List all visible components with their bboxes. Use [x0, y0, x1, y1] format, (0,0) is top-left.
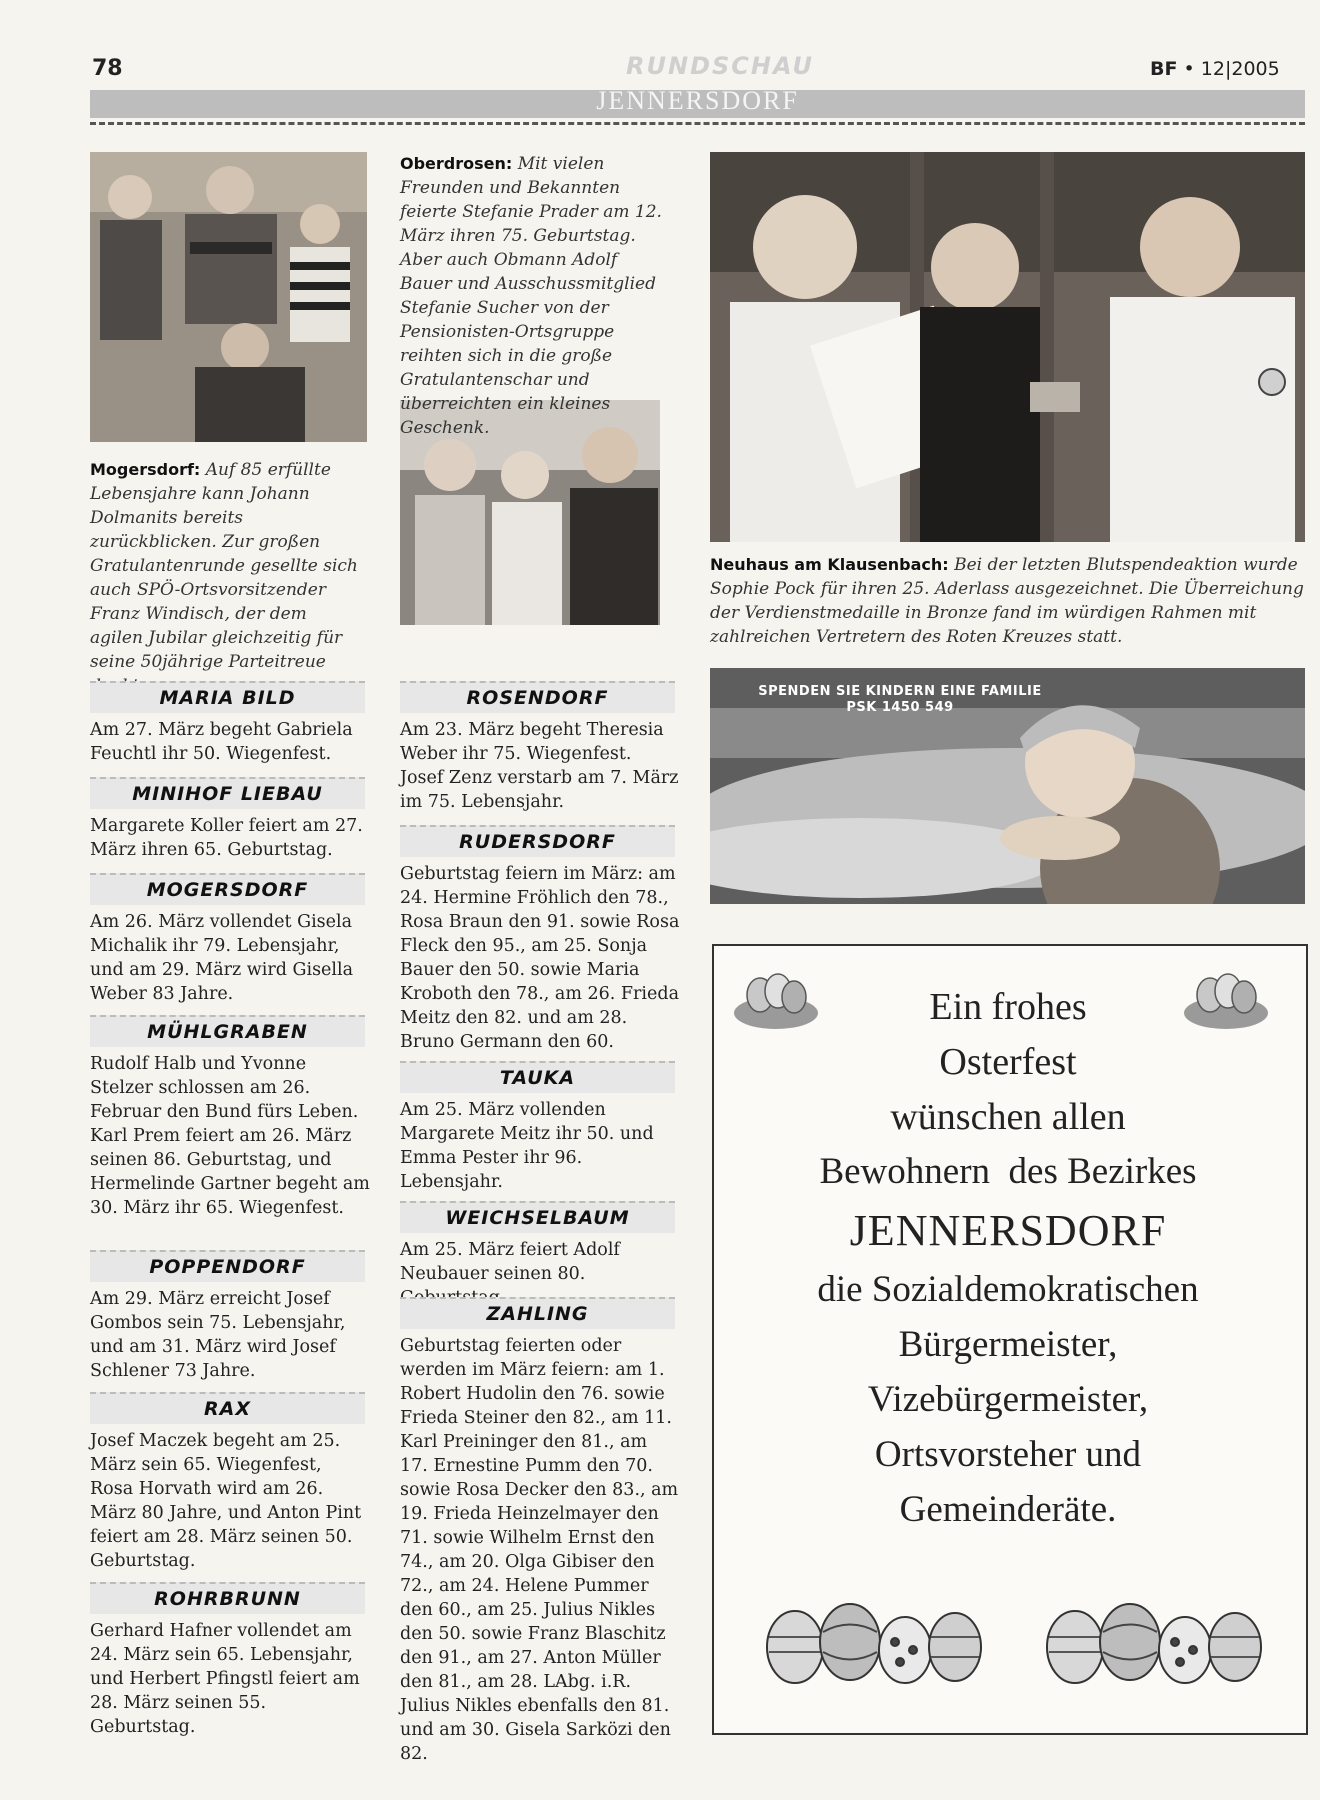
easter-line-5: JENNERSDORF [849, 1206, 1167, 1255]
section-head-mogersdorf: MOGERSDORF [90, 873, 365, 905]
easter-line-6: die Sozialdemokratischen [817, 1269, 1199, 1310]
easter-eggs-row-icon [755, 1592, 1265, 1692]
section-head-rosendorf: ROSENDORF [400, 681, 675, 713]
banner-text [710, 684, 1090, 716]
photo-neuhaus [710, 152, 1305, 542]
caption-mogersdorf-place: Mogersdorf: [90, 460, 201, 479]
issue-bullet: • [1183, 58, 1195, 80]
section-text-maria-bild: Am 27. März begeht Gabriela Feuchtl ihr 50. Wiegenfest. [90, 720, 353, 764]
page-number: 78 [92, 56, 123, 81]
caption-neuhaus-place: Neuhaus am Klausenbach: [710, 555, 949, 574]
masthead: RUNDSCHAU [626, 52, 814, 80]
caption-neuhaus-text: Bei der letzten Blutspendeaktion wurde Sophie Pock für ihren 25. Aderlass ausgezeichnet. Die Überreichung der Verdienstmedaille in Bronze fand im würdigen Rahmen mit zahlreichen Vertretern des Roten Kreuzes statt. [710, 555, 1304, 647]
section-text-rohrbrunn: Gerhard Hafner vollendet am 24. März sein 65. Lebensjahr, und Herbert Pfingstl feiert am 28. März seinen 55. Geburtstag. [90, 1621, 360, 1737]
caption-oberdrosen-place: Oberdrosen: [400, 154, 513, 173]
easter-line-4: Bewohnern des Bezirkes [819, 1151, 1197, 1192]
easter-line-10: Gemeinderäte. [899, 1489, 1117, 1530]
issue-prefix: BF [1150, 58, 1178, 80]
section-head-tauka: TAUKA [400, 1061, 675, 1093]
easter-line-7: Bürgermeister, [898, 1324, 1118, 1365]
photo-mogersdorf [90, 152, 367, 442]
section-head-poppendorf: POPPENDORF [90, 1250, 365, 1282]
photo-mogersdorf-image [90, 152, 367, 442]
section-text-minihof-liebau: Margarete Koller feiert am 27. März ihren 65. Geburtstag. [90, 816, 363, 860]
section-head-minihof-liebau: MINIHOF LIEBAU [90, 777, 365, 809]
section-text-rudersdorf: Geburtstag feiern im März: am 24. Hermine Fröhlich den 78., Rosa Braun den 91. sowie Rosa Fleck den 95., am 25. Sonja Bauer den 50. sowie Maria Kroboth den 78., am 26. Frieda Meitz den 82. und am 28. Bruno Germann den 60. [400, 864, 680, 1052]
easter-line-9: Ortsvorsteher und [874, 1434, 1142, 1475]
section-head-rohrbrunn: ROHRBRUNN [90, 1582, 365, 1614]
issue-info [1150, 58, 1280, 80]
easter-line-8: Vizebürgermeister, [867, 1379, 1149, 1420]
section-head-maria-bild: MARIA BILD [90, 681, 365, 713]
caption-mogersdorf [90, 458, 362, 698]
caption-oberdrosen [400, 152, 668, 440]
banner-line-2: PSK 1450 549 [846, 700, 954, 715]
caption-mogersdorf-text: Auf 85 erfüllte Lebensjahre kann Johann Dolmanits bereits zurückblicken. Zur großen Gratulantenrunde gesellte sich auch SPÖ-Ortsvorsitzender Franz Windisch, der dem agilen Jubilar gleichzeitig für seine 50jährige Parteitreue [90, 460, 358, 672]
photo-neuhaus-image [710, 152, 1305, 542]
header-rule [90, 122, 1305, 125]
section-text-poppendorf: Am 29. März erreicht Josef Gombos sein 75. Lebensjahr, und am 31. März wird Josef Schlener 73 Jahre. [90, 1289, 346, 1381]
section-head-rudersdorf: RUDERSDORF [400, 825, 675, 857]
issue-number: 12|2005 [1200, 58, 1280, 80]
section-text-mogersdorf: Am 26. März vollendet Gisela Michalik ihr 79. Lebensjahr, und am 29. März wird Gisella Weber 83 Jahre. [90, 912, 354, 1004]
caption-neuhaus [710, 553, 1305, 649]
easter-line-3: wünschen allen [890, 1096, 1126, 1138]
section-text-rosendorf: Am 23. März begeht Theresia Weber ihr 75. Wiegenfest. Josef Zenz verstarb am 7. März im 75. Lebensjahr. [400, 720, 679, 812]
section-head-zahling: ZAHLING [400, 1297, 675, 1329]
section-text-weichselbaum: Am 25. März feiert Adolf Neubauer seinen 80. [400, 1240, 620, 1284]
section-text-muehlgraben: Rudolf Halb und Yvonne Stelzer schlossen am 26. Februar den Bund fürs Leben. Karl Prem feiert am 26. März seinen 86. Geburtstag, und Hermelinde Gartner begeht am 30. März ihr 65. Wiegenfest. [90, 1054, 370, 1218]
section-head-muehlgraben: MÜHLGRABEN [90, 1015, 365, 1047]
banner-line-1: SPENDEN SIE KINDERN EINE FAMILIE [758, 684, 1042, 699]
section-text-zahling: Geburtstag feierten oder werden im März feiern: am 1. Robert Hudolin den 76. sowie Frieda Steiner den 82., am 11. Karl Preininger den 81., am 17. Ernestine Pumm den 70. sowie Rosa Decker den 83., am 19. Frieda Heinzelmayer den 71. sowie Wilhelm Ernst den 74., am 20. Olga Gibiser den 72., am 24. Helene Pummer den 60., am 25. Julius Nikles den 50. sowie Franz Blaschitz den 91., am 27. Anton Müller den 81., am 28. LAbg. i.R. Julius Nikles ebenfalls den 81. und am 30. Gisela Sarközi den 82. [400, 1336, 679, 1764]
section-head-rax: RAX [90, 1392, 365, 1424]
section-text-tauka: Am 25. März vollenden Margarete Meitz ihr 50. und Emma Pester ihr 96. Lebensjahr. [400, 1100, 654, 1192]
easter-line-1: Ein frohes [929, 986, 1087, 1028]
section-title: JENNERSDORF [596, 86, 799, 115]
caption-oberdrosen-text: Mit vielen Freunden und Bekannten feierte Stefanie Prader am 12. März ihren 75. Geburtstag. Aber auch Obmann Adolf Bauer und Ausschussmitglied Stefanie Sucher von der Pensionisten-Ortsgruppe reihten sich in die große Gratulantenschar und überreichten ein kleines Geschenk. [400, 154, 662, 438]
section-head-weichselbaum: WEICHSELBAUM [400, 1201, 675, 1233]
section-text-rax: Josef Maczek begeht am 25. März sein 65. Wiegenfest, Rosa Horvath wird am 26. März 80 Jahre, und Anton Pint feiert am 28. März seinen 50. Geburtstag. [90, 1431, 362, 1571]
easter-line-2: Osterfest [939, 1041, 1077, 1083]
